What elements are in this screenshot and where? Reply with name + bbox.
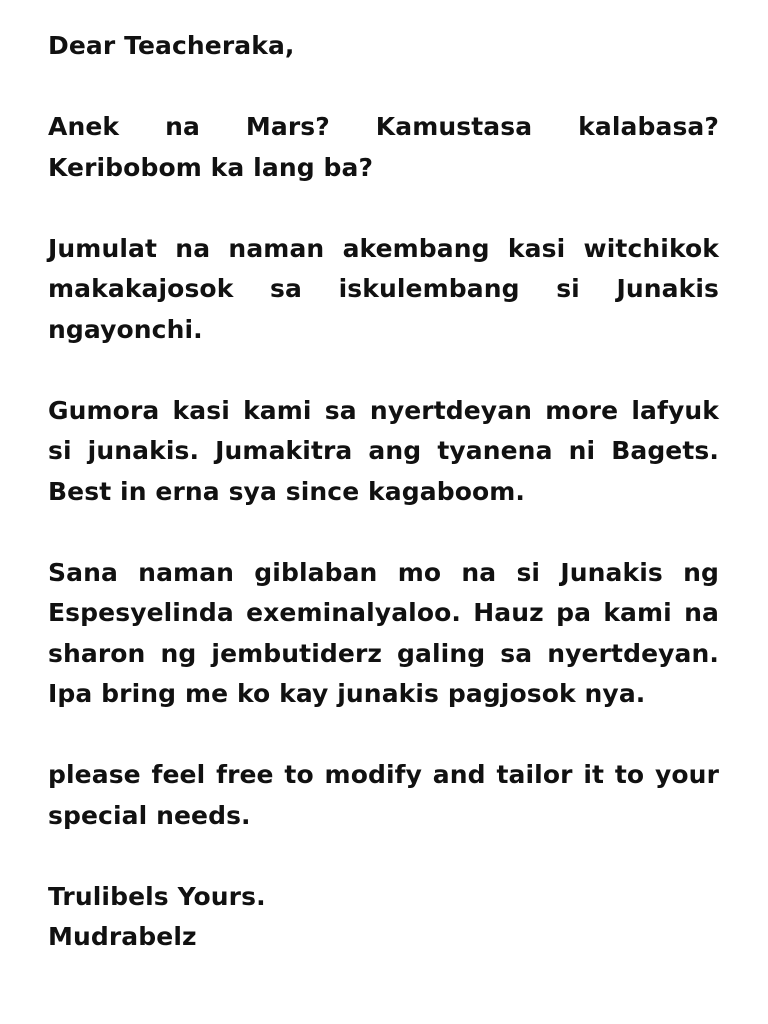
letter-signoff	[48, 877, 719, 958]
letter-paragraph: Anek na Mars? Kamustasa kalabasa? Keribobom ka lang ba?	[48, 112, 719, 182]
letter-paragraph: Sana naman giblaban mo na si Junakis ng Espesyelinda exeminalyaloo. Hauz pa kami na sharon ng jembutiderz galing sa nyertdeyan. Ipa bring me ko kay junakis pagjosok nya.	[48, 557, 719, 708]
letter-body	[48, 26, 719, 958]
letter-paragraph: Jumulat na naman akembang kasi witchikok makakajosok sa iskulembang si Junakis ngayonchi.	[48, 233, 719, 344]
letter-greeting: Dear Teacheraka,	[48, 31, 295, 60]
letter-paragraph: Gumora kasi kami sa nyertdeyan more lafyuk si junakis. Jumakitra ang tyanena ni Bagets. Best in erna sya since kagaboom.	[48, 395, 719, 506]
letter-paragraph: please feel free to modify and tailor it to your special needs.	[48, 760, 719, 830]
letter-closing: Trulibels Yours.	[48, 881, 266, 911]
letter-signature: Mudrabelz	[48, 922, 197, 951]
